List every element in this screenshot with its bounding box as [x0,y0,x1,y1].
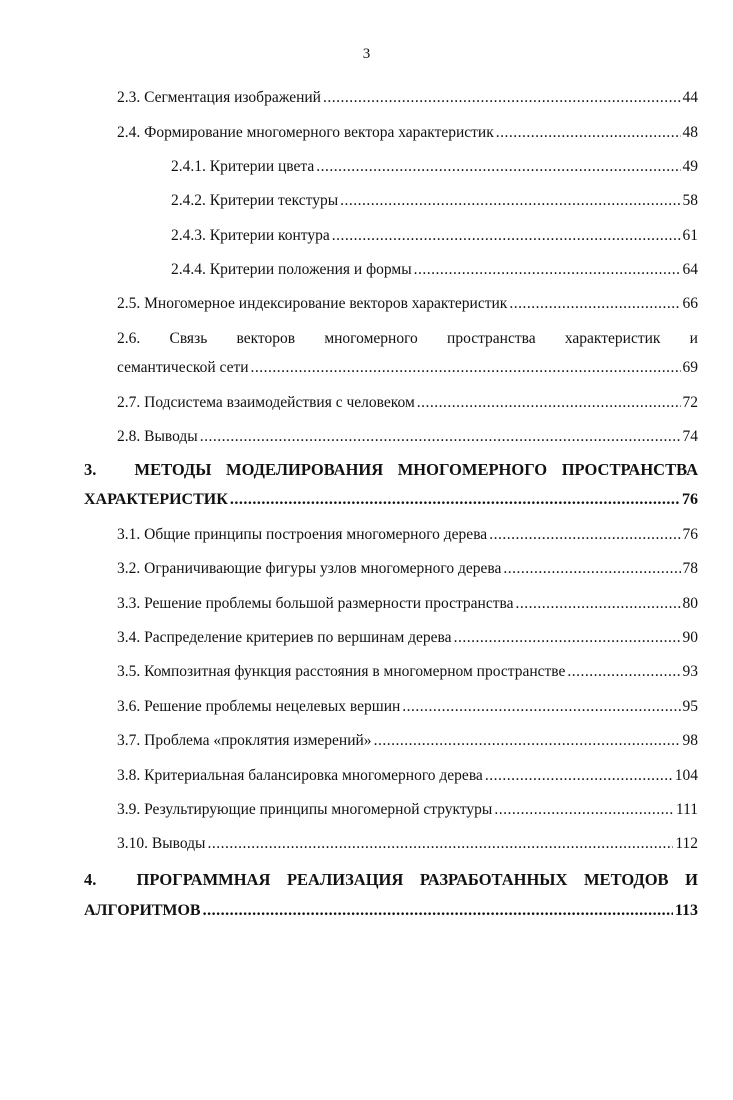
dot-leader [402,697,680,717]
dot-leader [340,191,680,211]
toc-entry-page: 95 [682,698,698,715]
word: И [685,870,698,889]
toc-entry-2-6-line2[interactable] [117,358,698,378]
toc-chapter-3-line1[interactable] [84,460,698,480]
dot-leader [230,490,680,510]
toc-entry-2-4[interactable] [117,123,698,143]
toc-entry-3-4[interactable] [117,628,698,648]
toc-entry-title: 3.7. Проблема «проклятия измерений» [117,732,372,749]
word: характеристик [564,330,661,347]
toc-entry-2-5[interactable] [117,294,698,314]
toc-entry-title: 2.4. Формирование многомерного вектора характеристик [117,124,494,141]
toc-entry-title: 2.4.4. Критерии положения и формы [171,261,412,278]
toc-entry-2-7[interactable] [117,393,698,413]
toc-entry-title: 2.3. Сегментация изображений [117,89,321,106]
word: МЕТОДОВ [583,870,669,889]
word: МЕТОДЫ [134,460,212,479]
toc-entry-2-4-1[interactable] [171,157,698,177]
toc-entry-title: 2.7. Подсистема взаимодействия с человеком [117,394,415,411]
word: 2.6. [117,330,141,347]
word: многомерного [324,330,418,347]
toc-entry-title: АЛГОРИТМОВ [84,902,201,919]
toc-entry-3-6[interactable] [117,697,698,717]
dot-leader [332,226,681,246]
dot-leader [251,358,681,378]
toc-entry-title: семантической сети [117,359,249,376]
toc-entry-title: 3.3. Решение проблемы большой размерности пространства [117,595,514,612]
toc-entry-title: 2.8. Выводы [117,428,198,445]
toc-entry-2-6-line1[interactable] [117,329,698,349]
toc-entry-page: 66 [682,295,698,312]
toc-entry-3-8[interactable] [117,766,698,786]
toc-entry-2-4-3[interactable] [171,226,698,246]
toc-entry-title: 3.8. Критериальная балансировка многомерного дерева [117,767,483,784]
dot-leader [516,594,681,614]
dot-leader [454,628,681,648]
toc-entry-page: 90 [682,629,698,646]
toc-entry-title: 2.5. Многомерное индексирование векторов характеристик [117,295,508,312]
word: 3. [84,460,97,479]
dot-leader [374,731,681,751]
toc-entry-3-2[interactable] [117,559,698,579]
toc-entry-title: 3.6. Решение проблемы нецелевых вершин [117,698,401,715]
toc-entry-page: 78 [682,560,698,577]
toc-entry-3-9[interactable] [117,800,698,820]
toc-entry-title: 3.9. Результирующие принципы многомерной структуры [117,801,493,818]
dot-leader [200,427,681,447]
word: МОДЕЛИРОВАНИЯ [226,460,384,479]
dot-leader [509,294,680,314]
toc-entry-3-10[interactable] [117,834,698,854]
dot-leader [489,525,680,545]
dot-leader [496,123,681,143]
toc-entry-title: 2.4.3. Критерии контура [171,227,330,244]
page-number: 3 [362,46,371,62]
word: МНОГОМЕРНОГО [397,460,548,479]
toc-entry-page: 58 [682,192,698,209]
toc-entry-title: 3.10. Выводы [117,835,206,852]
word: 4. [84,870,97,889]
word: ПРОГРАММНАЯ [136,870,271,889]
toc-chapter-4-line2[interactable] [84,901,698,921]
toc-entry-title: 2.4.1. Критерии цвета [171,158,315,175]
toc-entry-page: 49 [682,158,698,175]
toc-entry-2-4-2[interactable] [171,191,698,211]
dot-leader [503,559,680,579]
toc-entry-3-7[interactable] [117,731,698,751]
dot-leader [494,800,674,820]
toc-entry-page: 48 [682,124,698,141]
toc-entry-title: ХАРАКТЕРИСТИК [84,491,228,508]
toc-entry-title: 3.4. Распределение критериев по вершинам дерева [117,629,452,646]
dot-leader [316,157,680,177]
dot-leader [323,88,681,108]
toc-entry-title: 3.1. Общие принципы построения многомерного дерева [117,526,488,543]
dot-leader [207,834,673,854]
toc-entry-2-3[interactable] [117,88,698,108]
toc-chapter-4-line1[interactable] [84,870,698,890]
word: РАЗРАБОТАННЫХ [419,870,568,889]
dot-leader [203,901,673,921]
word: ПРОСТРАНСТВА [561,460,698,479]
dot-leader [417,393,681,413]
toc-entry-page: 76 [682,526,698,543]
toc-entry-title: 3.2. Ограничивающие фигуры узлов многомерного дерева [117,560,502,577]
word: пространства [447,330,536,347]
toc-entry-title: 3.5. Композитная функция расстояния в многомерном пространстве [117,663,566,680]
toc-entry-3-5[interactable] [117,662,698,682]
toc-entry-page: 72 [682,394,698,411]
toc-entry-page: 74 [682,428,698,445]
dot-leader [414,260,681,280]
word: Связь [169,330,208,347]
toc-entry-title: 2.4.2. Критерии текстуры [171,192,339,209]
toc-entry-page: 93 [682,663,698,680]
toc-entry-page: 44 [682,89,698,106]
dot-leader [485,766,673,786]
toc-entry-2-4-4[interactable] [171,260,698,280]
toc-entry-page: 69 [682,359,698,376]
toc-entry-2-8[interactable] [117,427,698,447]
toc-entry-page: 64 [682,261,698,278]
toc-chapter-3-line2[interactable] [84,490,698,510]
dot-leader [567,662,680,682]
word: и [689,330,698,347]
word: векторов [236,330,296,347]
toc-entry-3-3[interactable] [117,594,698,614]
toc-entry-page: 112 [675,835,698,852]
toc-entry-page: 113 [674,902,698,919]
toc-entry-page: 80 [682,595,698,612]
toc-entry-3-1[interactable] [117,525,698,545]
toc-entry-page: 111 [675,801,698,818]
toc-entry-page: 76 [682,491,698,508]
toc-entry-page: 61 [682,227,698,244]
toc-entry-page: 104 [674,767,698,784]
toc-entry-page: 98 [682,732,698,749]
word: РЕАЛИЗАЦИЯ [286,870,404,889]
